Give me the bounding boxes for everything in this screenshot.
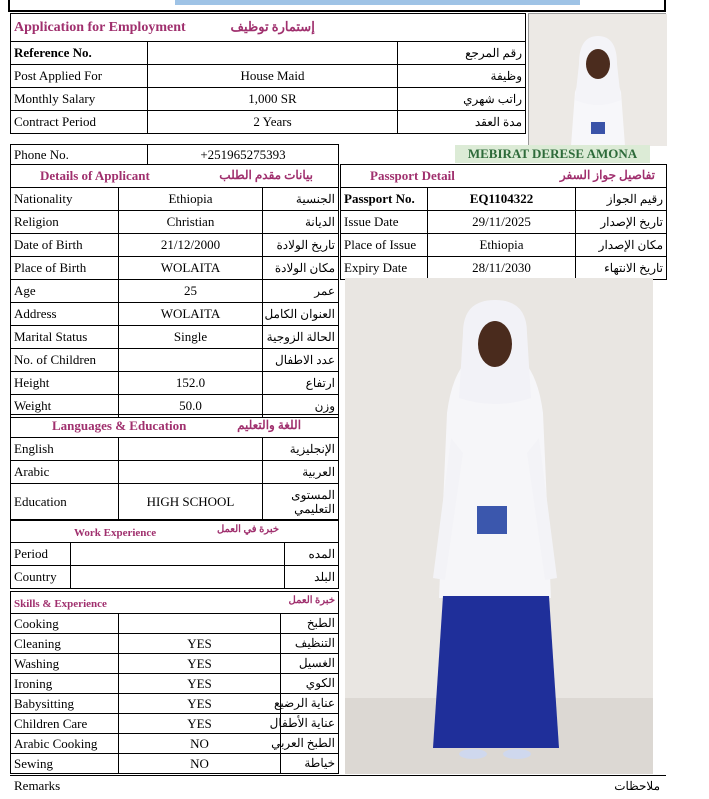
cleaning-value: YES	[119, 634, 281, 654]
expiry-value: 28/11/2030	[428, 257, 576, 280]
place-issue-value: Ethiopia	[428, 234, 576, 257]
pob-label-ar: مكان الولادة	[263, 257, 339, 280]
details-row	[11, 303, 339, 326]
details-table	[10, 164, 339, 418]
ironing-label-ar: الكوي	[281, 674, 339, 694]
children-label-ar: عدد الاطفال	[263, 349, 339, 372]
reference-label: Reference No.	[11, 42, 148, 65]
language-row	[11, 461, 339, 484]
work-table	[10, 520, 339, 589]
top-frame	[8, 0, 666, 12]
issue-date-label: Issue Date	[341, 211, 428, 234]
skills-header-en: Skills & Experience	[14, 597, 107, 610]
age-value: 25	[119, 280, 263, 303]
passport-row	[341, 188, 667, 211]
language-row	[11, 438, 339, 461]
weight-value: 50.0	[119, 395, 263, 418]
full-body-illustration	[345, 278, 653, 774]
work-header-ar: خبرة في العمل	[216, 523, 280, 535]
skill-row	[11, 674, 339, 694]
expiry-label: Expiry Date	[341, 257, 428, 280]
skills-table	[10, 591, 339, 774]
details-row	[11, 280, 339, 303]
passport-row	[341, 257, 667, 280]
marital-label-ar: الحالة الزوجية	[263, 326, 339, 349]
religion-label-ar: الديانة	[263, 211, 339, 234]
contract-label-ar: مدة العقد	[398, 111, 526, 134]
skill-row	[11, 714, 339, 734]
english-value	[119, 438, 263, 461]
ironing-value: YES	[119, 674, 281, 694]
education-row	[11, 484, 339, 520]
children-care-value: YES	[119, 714, 281, 734]
cooking-label-ar: الطبخ	[281, 614, 339, 634]
salary-value: 1,000 SR	[148, 88, 398, 111]
passport-table	[340, 164, 667, 280]
arabic-cooking-label-ar: الطبخ العربي	[281, 734, 339, 754]
title-en: Application for Employment	[14, 20, 186, 35]
country-label: Country	[11, 566, 71, 589]
skill-row	[11, 734, 339, 754]
issue-date-label-ar: تاريخ الإصدار	[576, 211, 667, 234]
cleaning-label-ar: التنظيف	[281, 634, 339, 654]
details-header-ar: بيانات مقدم الطلب	[219, 168, 314, 182]
height-value: 152.0	[119, 372, 263, 395]
age-label-ar: عمر	[263, 280, 339, 303]
work-header-en: Work Experience	[74, 526, 157, 539]
post-label: Post Applied For	[11, 65, 148, 88]
details-row	[11, 372, 339, 395]
details-row	[11, 211, 339, 234]
passport-no-label-ar: رقيم الجواز	[576, 188, 667, 211]
arabic-value	[119, 461, 263, 484]
nationality-label: Nationality	[11, 188, 119, 211]
address-label-ar: العنوان الكامل	[263, 303, 339, 326]
top-accent-stripe	[175, 0, 580, 5]
address-label: Address	[11, 303, 119, 326]
babysitting-label: Babysitting	[11, 694, 119, 714]
period-label: Period	[11, 543, 71, 566]
height-label-ar: ارتفاع	[263, 372, 339, 395]
nationality-label-ar: الجنسية	[263, 188, 339, 211]
sewing-label: Sewing	[11, 754, 119, 774]
details-row	[11, 234, 339, 257]
dob-label: Date of Birth	[11, 234, 119, 257]
portrait-photo-small	[528, 13, 666, 145]
babysitting-label-ar: عناية الرضيع	[281, 694, 339, 714]
place-issue-label-ar: مكان الإصدار	[576, 234, 667, 257]
details-row	[11, 188, 339, 211]
reference-value	[148, 42, 398, 65]
weight-label: Weight	[11, 395, 119, 418]
height-label: Height	[11, 372, 119, 395]
phone-value: +251965275393	[148, 145, 339, 165]
portrait-illustration-small	[529, 14, 667, 146]
cooking-label: Cooking	[11, 614, 119, 634]
remarks-label: Remarks	[14, 778, 61, 793]
details-row	[11, 257, 339, 280]
arabic-cooking-label: Arabic Cooking	[11, 734, 119, 754]
skill-row	[11, 614, 339, 634]
passport-no-value: EQ1104322	[428, 188, 576, 211]
age-label: Age	[11, 280, 119, 303]
skill-row	[11, 654, 339, 674]
place-issue-label: Place of Issue	[341, 234, 428, 257]
dob-label-ar: تاريخ الولادة	[263, 234, 339, 257]
details-row	[11, 349, 339, 372]
arabic-label-ar: العربية	[263, 461, 339, 484]
country-value	[71, 566, 285, 589]
passport-header	[341, 165, 667, 188]
skills-header-ar: خبرة العمل	[288, 594, 336, 606]
post-label-ar: وظيفة	[398, 65, 526, 88]
education-value: HIGH SCHOOL	[119, 484, 263, 520]
row-post	[11, 65, 526, 88]
expiry-label-ar: تاريخ الانتهاء	[576, 257, 667, 280]
english-label: English	[11, 438, 119, 461]
details-row	[11, 326, 339, 349]
nationality-value: Ethiopia	[119, 188, 263, 211]
phone-table	[10, 144, 339, 165]
details-header	[11, 165, 339, 188]
languages-header	[11, 415, 339, 438]
washing-label-ar: الغسيل	[281, 654, 339, 674]
children-label: No. of Children	[11, 349, 119, 372]
english-label-ar: الإنجليزية	[263, 438, 339, 461]
reference-label-ar: رقم المرجع	[398, 42, 526, 65]
salary-label: Monthly Salary	[11, 88, 148, 111]
skill-row	[11, 694, 339, 714]
cooking-value	[119, 614, 281, 634]
babysitting-value: YES	[119, 694, 281, 714]
application-header-table	[10, 13, 526, 134]
sewing-label-ar: خياطة	[281, 754, 339, 774]
period-value	[71, 543, 285, 566]
children-care-label: Children Care	[11, 714, 119, 734]
contract-value: 2 Years	[148, 111, 398, 134]
applicant-name: MEBIRAT DERESE AMONA	[455, 145, 650, 163]
remarks-row	[10, 775, 666, 797]
skills-header	[11, 592, 339, 614]
row-contract	[11, 111, 526, 134]
pob-label: Place of Birth	[11, 257, 119, 280]
religion-label: Religion	[11, 211, 119, 234]
period-label-ar: المده	[285, 543, 339, 566]
weight-label-ar: وزن	[263, 395, 339, 418]
cleaning-label: Cleaning	[11, 634, 119, 654]
skill-row	[11, 634, 339, 654]
details-header-en: Details of Applicant	[40, 168, 150, 183]
work-row	[11, 543, 339, 566]
marital-value: Single	[119, 326, 263, 349]
work-row	[11, 566, 339, 589]
children-care-label-ar: عناية الأطفال	[281, 714, 339, 734]
passport-header-ar: تفاصيل جواز السفر	[559, 168, 655, 182]
arabic-cooking-value: NO	[119, 734, 281, 754]
row-reference	[11, 42, 526, 65]
phone-label: Phone No.	[11, 145, 148, 165]
address-value: WOLAITA	[119, 303, 263, 326]
languages-table	[10, 414, 339, 520]
passport-row	[341, 234, 667, 257]
dob-value: 21/12/2000	[119, 234, 263, 257]
education-label: Education	[11, 484, 119, 520]
row-salary	[11, 88, 526, 111]
languages-header-ar: اللغة والتعليم	[237, 418, 302, 432]
passport-row	[341, 211, 667, 234]
full-body-photo	[345, 278, 653, 774]
education-label-ar: المستوى التعليمي	[263, 484, 339, 520]
country-label-ar: البلد	[285, 566, 339, 589]
sewing-value: NO	[119, 754, 281, 774]
pob-value: WOLAITA	[119, 257, 263, 280]
languages-header-en: Languages & Education	[52, 418, 187, 433]
post-value: House Maid	[148, 65, 398, 88]
skill-row	[11, 754, 339, 774]
salary-label-ar: راتب شهري	[398, 88, 526, 111]
children-value	[119, 349, 263, 372]
passport-no-label: Passport No.	[341, 188, 428, 211]
work-header	[11, 521, 339, 543]
arabic-label: Arabic	[11, 461, 119, 484]
title-ar: إستمارة توظيف	[230, 19, 315, 34]
issue-date-value: 29/11/2025	[428, 211, 576, 234]
contract-label: Contract Period	[11, 111, 148, 134]
ironing-label: Ironing	[11, 674, 119, 694]
washing-label: Washing	[11, 654, 119, 674]
remarks-label-ar: ملاحظات	[614, 779, 660, 793]
passport-header-en: Passport Detail	[370, 168, 455, 183]
religion-value: Christian	[119, 211, 263, 234]
marital-label: Marital Status	[11, 326, 119, 349]
application-title	[11, 14, 526, 42]
washing-value: YES	[119, 654, 281, 674]
